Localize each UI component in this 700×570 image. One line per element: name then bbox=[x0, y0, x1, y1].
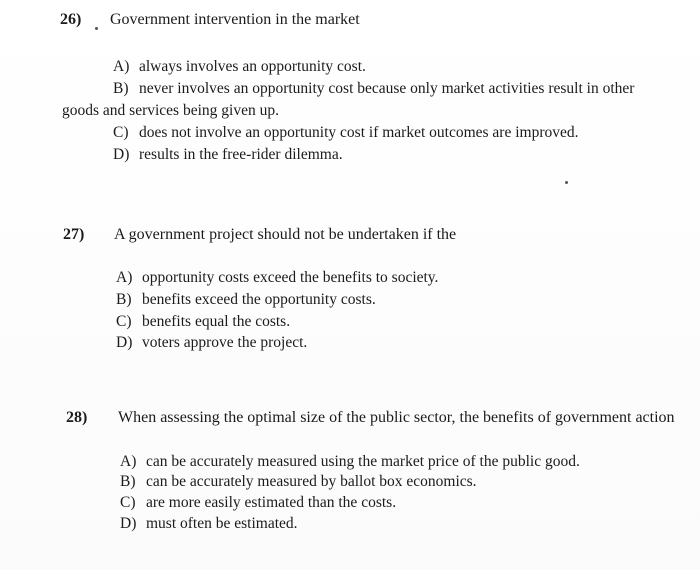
option-b: B) can be accurately measured by ballot box economics. bbox=[120, 473, 477, 490]
option-c: C) does not involve an opportunity cost if market outcomes are improved. bbox=[113, 124, 579, 141]
stray-mark bbox=[565, 181, 568, 184]
stray-mark bbox=[95, 27, 98, 30]
option-b: B) never involves an opportunity cost because only market activities result in other bbox=[113, 80, 635, 97]
question-stem: When assessing the optimal size of the public sector, the benefits of government action bbox=[118, 409, 675, 426]
option-c: C) are more easily estimated than the costs. bbox=[120, 494, 397, 511]
question-number: 28) bbox=[66, 409, 88, 426]
option-a: A) can be accurately measured using the market price of the public good. bbox=[120, 453, 580, 470]
option-a: A) opportunity costs exceed the benefits to society. bbox=[116, 269, 439, 286]
option-d: D) must often be estimated. bbox=[120, 515, 298, 532]
question-stem: Government intervention in the market bbox=[110, 11, 360, 28]
option-b: B) benefits exceed the opportunity costs. bbox=[116, 291, 376, 308]
option-b-continuation: goods and services being given up. bbox=[62, 102, 279, 119]
option-d: D) voters approve the project. bbox=[116, 334, 308, 351]
option-d: D) results in the free-rider dilemma. bbox=[113, 146, 343, 163]
option-a: A) always involves an opportunity cost. bbox=[113, 58, 366, 75]
option-c: C) benefits equal the costs. bbox=[116, 313, 291, 330]
question-stem: A government project should not be undertaken if the bbox=[114, 226, 457, 243]
question-number: 26) bbox=[60, 11, 82, 28]
question-number: 27) bbox=[63, 226, 85, 243]
